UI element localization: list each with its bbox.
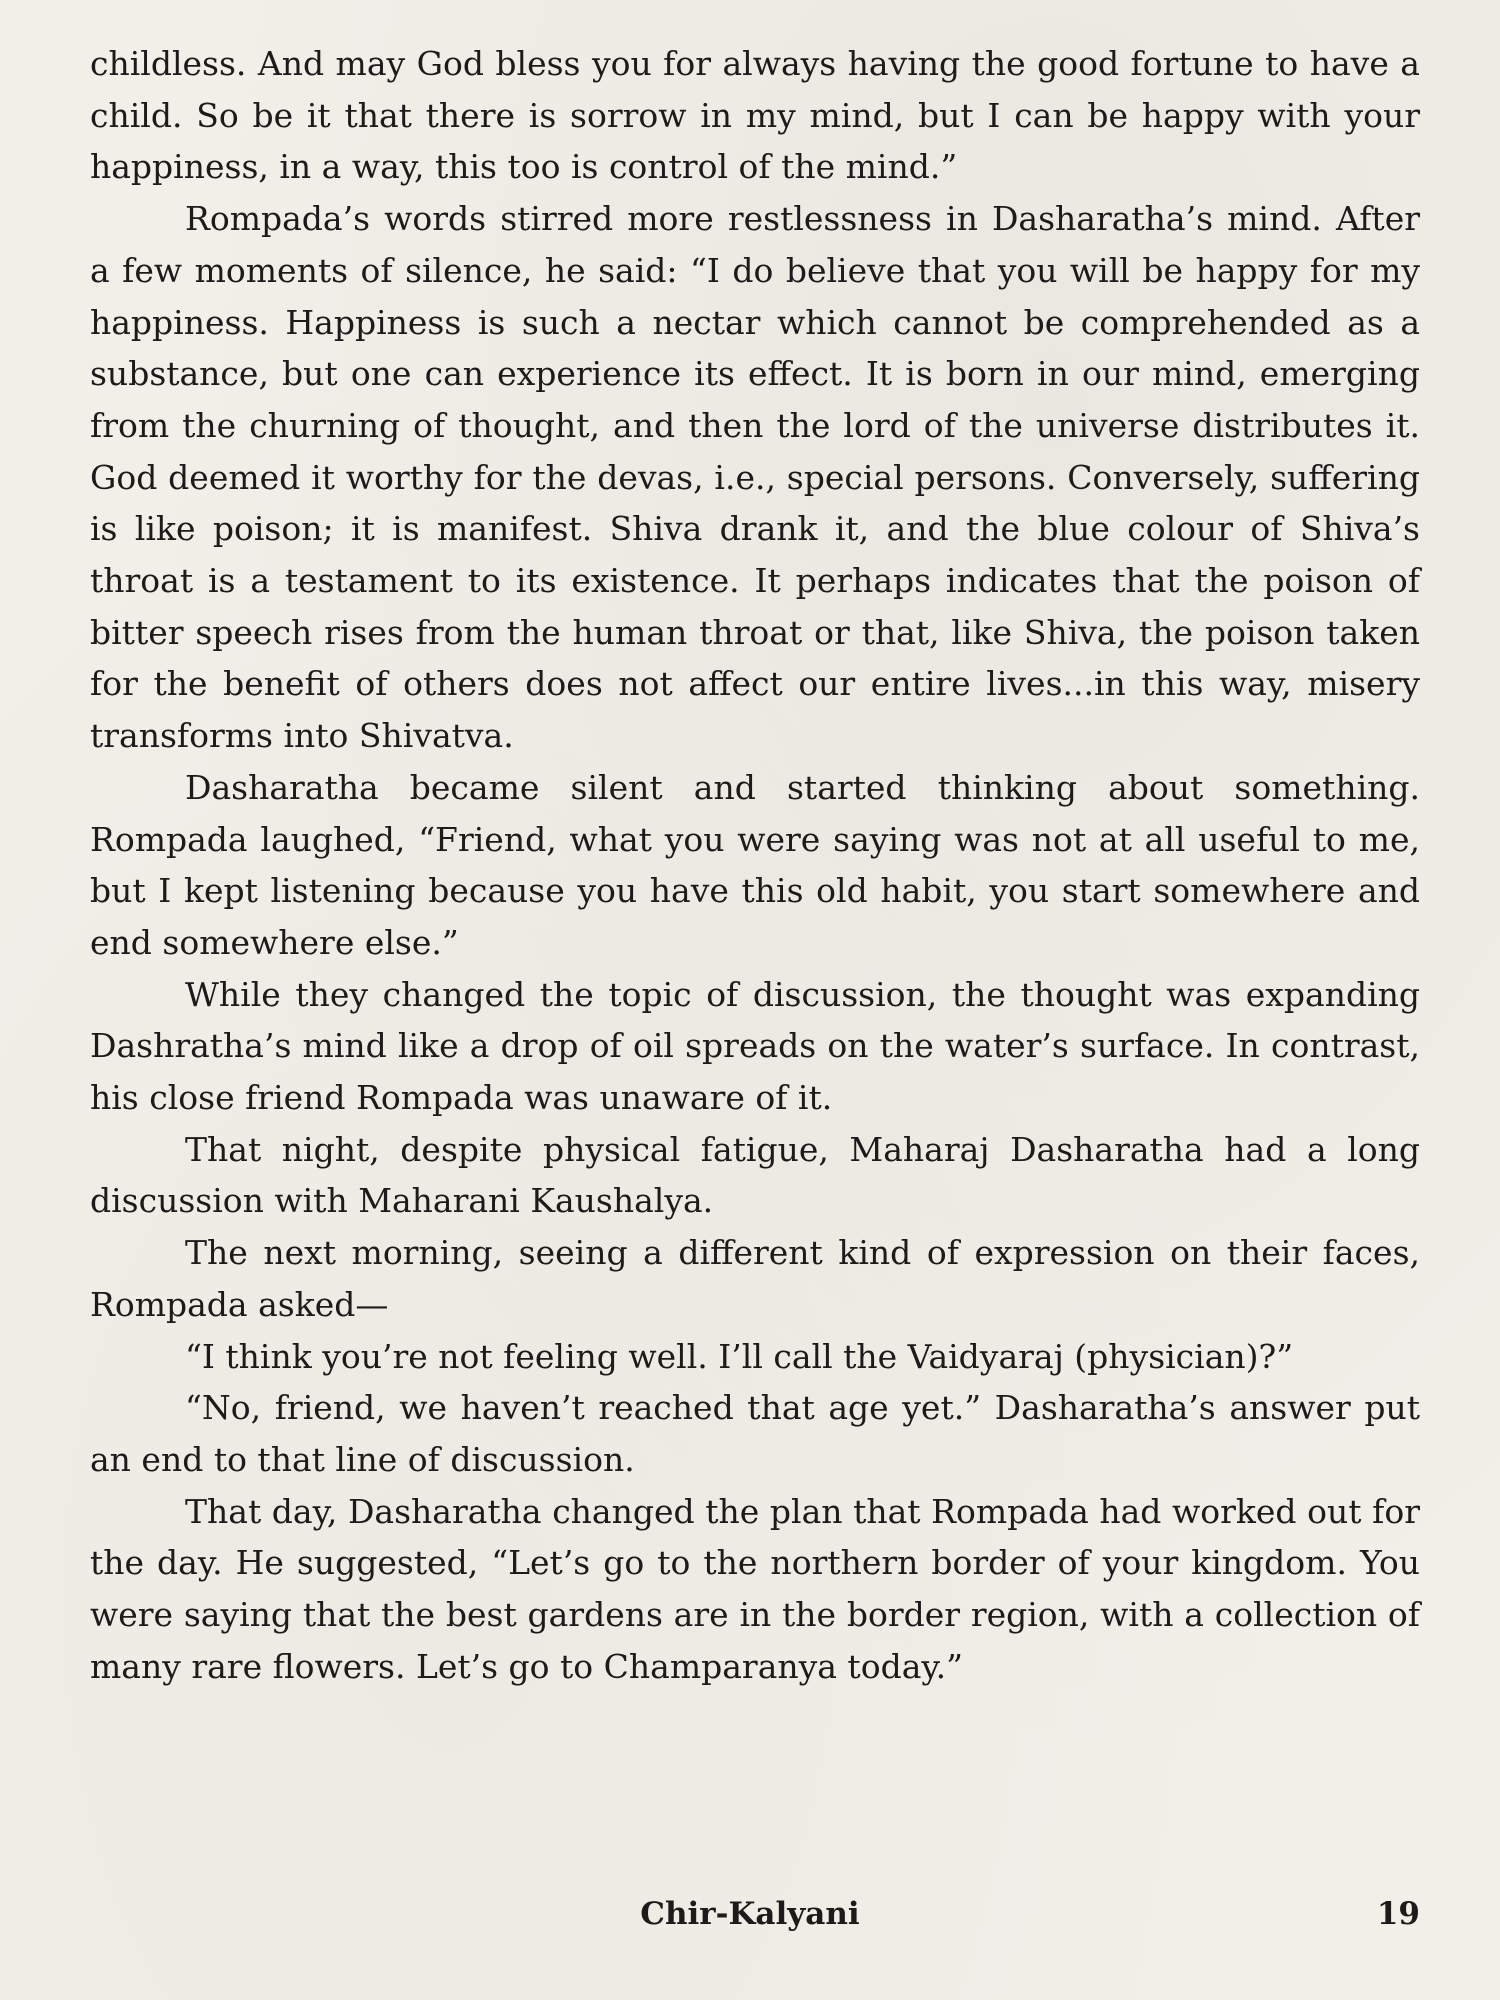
paragraph-dasharatha-silent: Dasharatha became silent and started thinking about something. Rompada laughed, “Friend, what you were saying was not at all useful to me, but I kept listening because you have this old habit, you start somewhere and end somewhere else.” [90,767,1420,962]
book-title: Chir-Kalyani [640,1896,860,1932]
paragraph-continuation: childless. And may God bless you for always having the good fortune to have a child. So be it that there is sorrow in my mind, but I can be happy with your happiness, in a way, this too is control of the mind.” [90,44,1420,187]
paragraph-that-day: That day, Dasharatha changed the plan that Rompada had worked out for the day. He suggested, “Let’s go to the northern border of your kingdom. You were saying that the best gardens are in the border region, with a collection of many rare flowers. Let’s go to Champaranya today.” [90,1491,1420,1686]
paragraph-rompada-words: Rompada’s words stirred more restlessness in Dasharatha’s mind. After a few moments of silence, he said: “I do believe that you will be happy for my happiness. Happiness is such a nectar which cannot be comprehended as a substance, but one can experience its effect. It is born in our mind, emerging from the churning of thought, and then the lord of the universe distributes it. God deemed it worthy for the devas, i.e., special persons. Conversely, suffering is like poison; it is manifest. Shiva drank it, and the blue colour of Shiva’s throat is a testament to its existence. It perhaps indicates that the poison of bitter speech rises from the human throat or that, like Shiva, the poison taken for the benefit of others does not affect our entire lives...in this way, misery transforms into Shivatva. [90,199,1420,756]
paragraph-that-night: That night, despite physical fatigue, Maharaj Dasharatha had a long discussion with Maharani Kaushalya. [90,1129,1420,1221]
paragraph-no-friend: “No, friend, we haven’t reached that age yet.” Dasharatha’s answer put an end to that line of discussion. [90,1388,1420,1479]
paragraph-topic-changed: While they changed the topic of discussion, the thought was expanding Dashratha’s mind like a drop of oil spreads on the water’s surface. In contrast, his close friend Rompada was unaware of it. [90,974,1420,1118]
page-body-text [90,38,1420,1693]
page-footer [0,1896,1500,1946]
paragraph-not-feeling-well: “I think you’re not feeling well. I’ll call the Vaidyaraj (physician)?” [185,1336,1294,1376]
paragraph-next-morning: The next morning, seeing a different kind of expression on their faces, Rompada asked— [90,1233,1420,1324]
page-number: 19 [1376,1896,1420,1932]
